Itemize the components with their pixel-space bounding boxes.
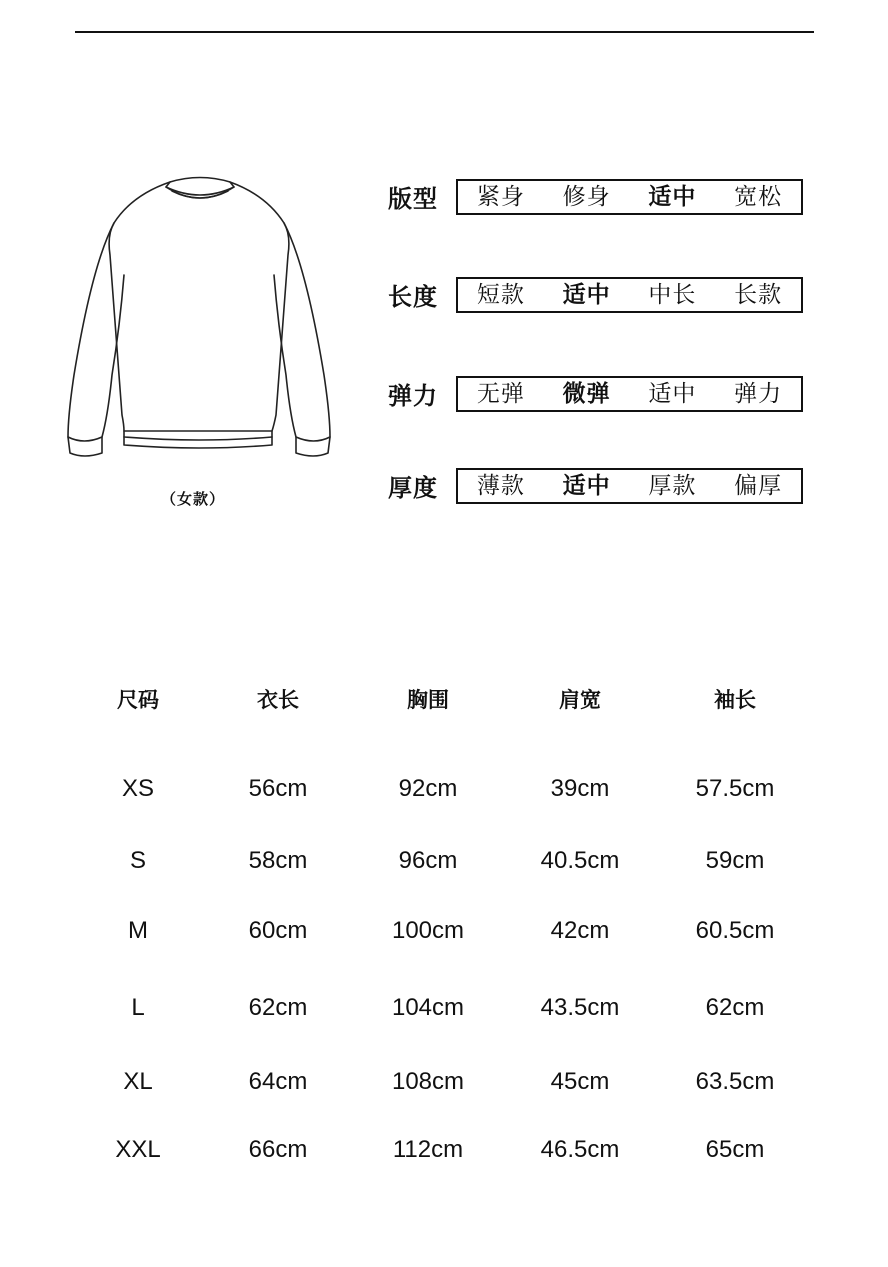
- attribute-option-selected: 适中: [562, 282, 611, 308]
- attribute-scale: [456, 376, 803, 412]
- table-cell: 66cm: [248, 1136, 308, 1163]
- header-shoulder: 肩宽: [559, 688, 601, 712]
- table-cell: 46.5cm: [540, 1136, 620, 1163]
- table-cell: 60cm: [248, 917, 308, 944]
- table-cell: L: [131, 994, 145, 1021]
- top-divider: [75, 31, 814, 33]
- table-cell: 112cm: [392, 1136, 464, 1163]
- table-cell: 40.5cm: [540, 847, 620, 874]
- attribute-scale: [456, 468, 803, 504]
- table-cell: S: [129, 847, 146, 874]
- attribute-option: 薄款: [476, 473, 525, 499]
- attribute-option: 修身: [562, 184, 611, 210]
- attribute-option: 短款: [476, 282, 525, 308]
- header-chest: 胸围: [407, 688, 449, 712]
- table-cell: 59cm: [705, 847, 765, 874]
- attribute-option: 紧身: [476, 184, 525, 210]
- attribute-option-selected: 微弹: [562, 381, 611, 407]
- table-row: [58, 1132, 818, 1168]
- attribute-scale: [456, 179, 803, 215]
- attribute-option: 偏厚: [734, 473, 783, 499]
- table-cell: 60.5cm: [695, 917, 775, 944]
- table-cell: 57.5cm: [695, 775, 775, 802]
- table-row: [58, 1064, 818, 1100]
- table-cell: 65cm: [705, 1136, 765, 1163]
- attribute-label: 弹力: [388, 382, 438, 410]
- attribute-option: 弹力: [734, 381, 783, 407]
- table-cell: 64cm: [248, 1068, 308, 1095]
- table-cell: 39cm: [550, 775, 610, 802]
- table-cell: 58cm: [248, 847, 308, 874]
- table-row: [58, 913, 818, 949]
- table-cell: 96cm: [398, 847, 458, 874]
- header-length: 衣长: [257, 688, 299, 712]
- attribute-option: 宽松: [734, 184, 783, 210]
- table-cell: 42cm: [550, 917, 610, 944]
- attribute-scale: [456, 277, 803, 313]
- table-row: [58, 771, 818, 807]
- table-cell: 108cm: [391, 1068, 465, 1095]
- sweater-illustration-icon: [62, 175, 338, 465]
- table-header-row: [58, 682, 818, 718]
- header-size: 尺码: [117, 688, 159, 712]
- attribute-label: 长度: [388, 283, 438, 311]
- attribute-option: 厚款: [648, 473, 697, 499]
- garment-caption: （女款）: [160, 490, 225, 508]
- table-cell: XS: [121, 775, 154, 802]
- table-cell: 104cm: [391, 994, 465, 1021]
- header-sleeve: 袖长: [714, 688, 756, 712]
- table-cell: XXL: [115, 1136, 161, 1163]
- attribute-option: 长款: [734, 282, 783, 308]
- table-cell: 63.5cm: [695, 1068, 775, 1095]
- table-cell: 62cm: [705, 994, 765, 1021]
- attribute-option: 中长: [648, 282, 697, 308]
- table-cell: 45cm: [550, 1068, 610, 1095]
- attribute-label: 厚度: [388, 474, 438, 502]
- table-row: [58, 990, 818, 1026]
- table-cell: 62cm: [248, 994, 308, 1021]
- attribute-option-selected: 适中: [648, 184, 697, 210]
- table-cell: 100cm: [391, 917, 465, 944]
- table-cell: XL: [123, 1068, 153, 1095]
- table-cell: 56cm: [248, 775, 308, 802]
- attribute-option-selected: 适中: [562, 473, 611, 499]
- table-cell: 92cm: [398, 775, 458, 802]
- attribute-label: 版型: [388, 185, 438, 213]
- table-cell: 43.5cm: [540, 994, 620, 1021]
- table-cell: M: [128, 917, 148, 944]
- attribute-option: 适中: [648, 381, 697, 407]
- table-row: [58, 843, 818, 879]
- attribute-option: 无弹: [476, 381, 525, 407]
